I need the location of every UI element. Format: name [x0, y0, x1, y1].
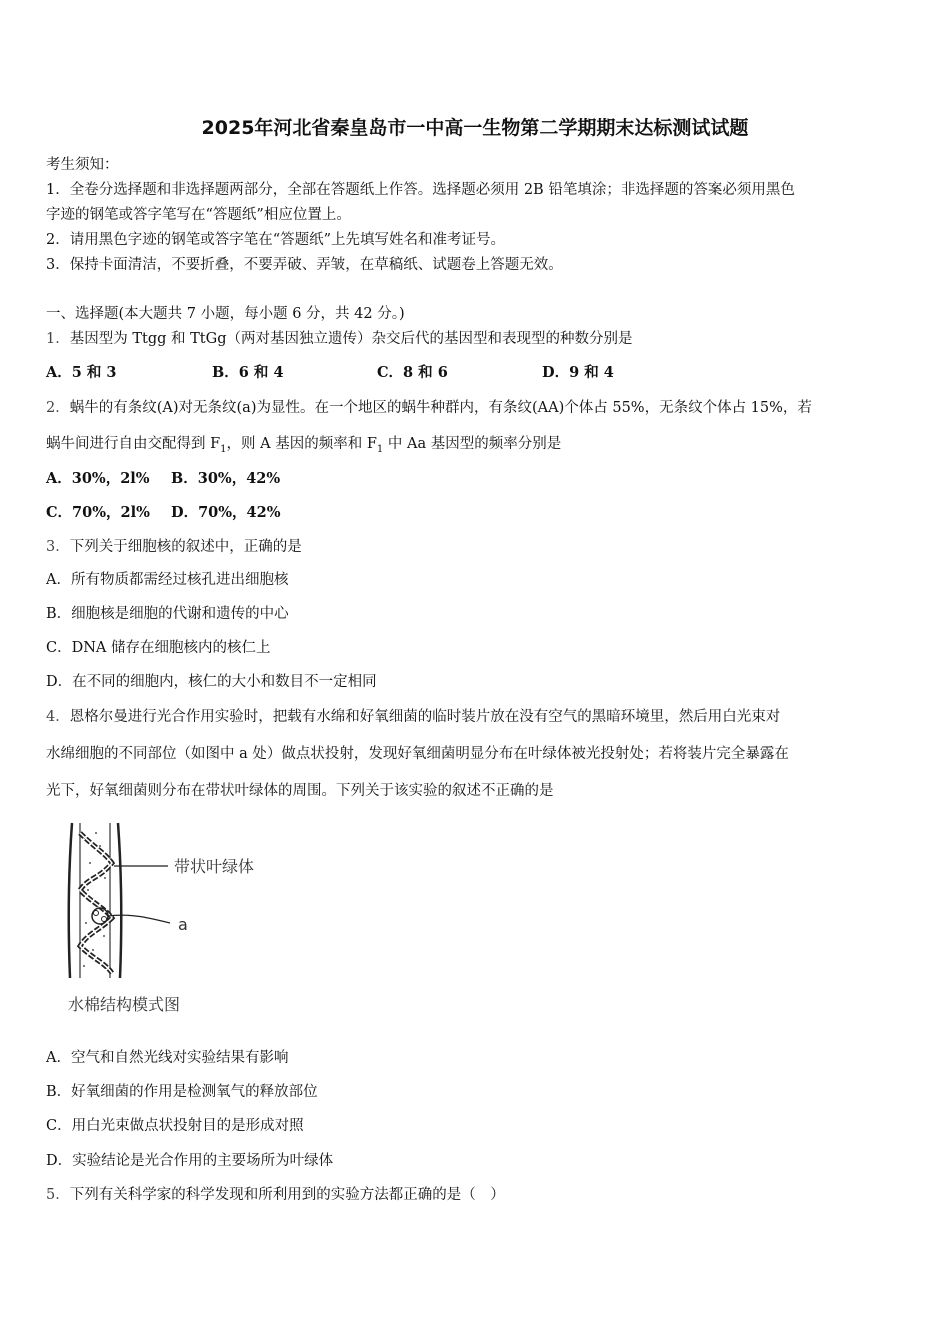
- figure-caption: 水棉结构模式图: [68, 995, 181, 1014]
- notice-item: 1．全卷分选择题和非选择题两部分，全部在答题纸上作答。选择题必须用 2B 铅笔填涂；非选择题的答案必须用黑色: [46, 182, 795, 198]
- notice-heading: 考生须知：: [46, 157, 119, 173]
- q3-option-c: C．DNA 储存在细胞核内的核仁上: [46, 640, 271, 656]
- question-text: 下列关于细胞核的叙述中，正确的是: [69, 539, 302, 555]
- question-4-cont: 水绵细胞的不同部位（如图中 a 处）做点状投射，发现好氧细菌明显分布在叶绿体被光投射处；若将装片完全暴露在: [46, 746, 789, 762]
- q4-option-b: B．好氧细菌的作用是检测氧气的释放部位: [46, 1084, 318, 1100]
- q4-option-c: C．用白光束做点状投射目的是形成对照: [46, 1118, 304, 1134]
- question-2: [46, 396, 812, 417]
- q1-option-c: C．8 和 6: [377, 364, 448, 381]
- question-number: 3．: [46, 539, 70, 555]
- question-2-cont: [46, 432, 561, 455]
- q2-option-a: A．30%，2l%: [46, 470, 150, 487]
- page-title: 2025年河北省秦皇岛市一中高一生物第二学期期末达标测试试题: [201, 117, 749, 139]
- question-number: 4．: [46, 709, 70, 725]
- label-chloroplast: 带状叶绿体: [174, 857, 255, 876]
- section-heading: 一、选择题(本大题共 7 小题，每小题 6 分，共 42 分。): [46, 306, 405, 322]
- question-text: 下列有关科学家的科学发现和所利用到的实验方法都正确的是（ ）: [69, 1187, 505, 1203]
- question-text: ，则 A 基因的频率和 F: [226, 436, 377, 452]
- question-text: 基因型为 Ttgg 和 TtGg（两对基因独立遗传）杂交后代的基因型和表现型的种数分别是: [69, 331, 633, 347]
- q4-option-a: A．空气和自然光线对实验结果有影响: [46, 1050, 289, 1066]
- question-text: 中 Aa 基因型的频率分别是: [383, 436, 562, 452]
- label-a: a: [178, 915, 188, 934]
- question-text: 蜗牛间进行自由交配得到 F: [46, 436, 221, 452]
- question-text: 恩格尔曼进行光合作用实验时，把载有水绵和好氧细菌的临时装片放在没有空气的黑暗环境里，然后用白光束对: [69, 709, 781, 725]
- leader-line: [108, 915, 170, 923]
- q3-option-b: B．细胞核是细胞的代谢和遗传的中心: [46, 606, 289, 622]
- q2-option-c: C．70%，2l%: [46, 504, 150, 521]
- question-number: 1．: [46, 331, 70, 347]
- question-5: [46, 1183, 505, 1204]
- question-3: [46, 535, 302, 556]
- question-number: 5．: [46, 1187, 70, 1203]
- spirogyra-figure: [60, 818, 290, 1023]
- q3-option-d: D．在不同的细胞内，核仁的大小和数目不一定相同: [46, 674, 377, 690]
- question-4: [46, 705, 780, 726]
- q2-option-d: D．70%，42%: [171, 504, 281, 521]
- question-1: [46, 327, 632, 348]
- cell-wall: [118, 823, 121, 978]
- question-text: 蜗牛的有条纹(A)对无条纹(a)为显性。在一个地区的蜗牛种群内，有条纹(AA)个体占 55%，无条纹个体占 15%，若: [69, 400, 812, 416]
- q4-option-d: D．实验结论是光合作用的主要场所为叶绿体: [46, 1153, 334, 1169]
- q1-option-d: D．9 和 4: [542, 364, 614, 381]
- subscript: 1: [376, 443, 384, 455]
- q3-option-a: A．所有物质都需经过核孔进出细胞核: [46, 572, 289, 588]
- notice-item: 3．保持卡面清洁，不要折叠，不要弄破、弄皱，在草稿纸、试题卷上答题无效。: [46, 257, 563, 273]
- question-number: 2．: [46, 400, 70, 416]
- q1-option-b: B．6 和 4: [212, 364, 284, 381]
- q1-option-a: A．5 和 3: [46, 364, 117, 381]
- subscript: 1: [220, 443, 227, 455]
- q2-option-b: B．30%，42%: [171, 470, 281, 487]
- cell-wall: [69, 823, 72, 978]
- light-spot-a: [92, 908, 108, 924]
- notice-item: 2．请用黑色字迹的钢笔或答字笔在“答题纸”上先填写姓名和准考证号。: [46, 232, 506, 248]
- notice-item: 字迹的钢笔或答字笔写在“答题纸”相应位置上。: [46, 207, 351, 223]
- question-4-cont: 光下，好氧细菌则分布在带状叶绿体的周围。下列关于该实验的叙述不正确的是: [46, 783, 554, 799]
